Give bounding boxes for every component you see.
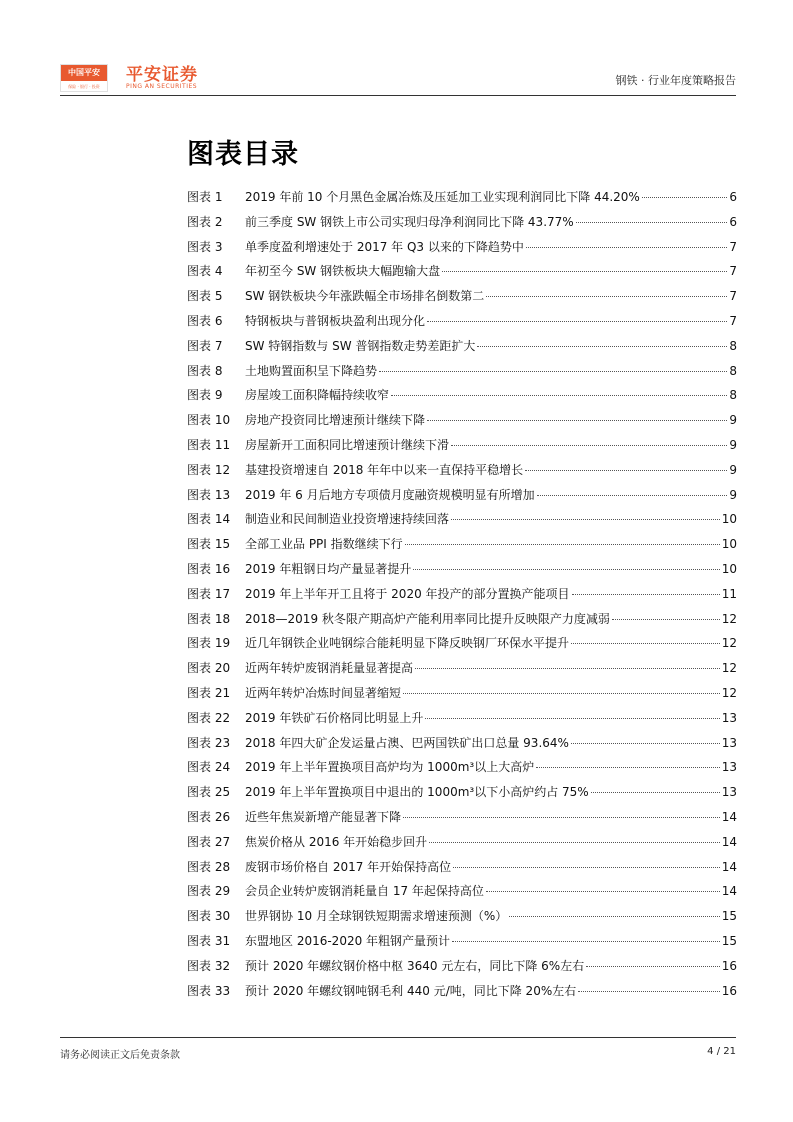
toc-entry[interactable] <box>187 982 737 1007</box>
toc-entry-label: 图表 6 <box>187 313 223 328</box>
toc-entry-leader <box>452 941 720 942</box>
toc-entry-page: 13 <box>721 710 737 725</box>
toc-entry-page: 9 <box>729 413 737 428</box>
toc-entry[interactable] <box>187 312 737 337</box>
toc-entry-page: 12 <box>721 611 737 626</box>
toc-entry-page: 9 <box>729 462 737 477</box>
toc-entry-page: 12 <box>721 685 737 700</box>
toc-entry-label: 图表 30 <box>187 909 231 924</box>
toc-entry-title[interactable]: 房地产投资同比增速预计继续下降 <box>245 413 426 428</box>
toc-entry[interactable] <box>187 957 737 982</box>
toc-entry-page: 10 <box>721 561 737 576</box>
toc-entry-leader <box>509 916 719 917</box>
figure-table-of-contents <box>187 188 737 1006</box>
logo-subtext: 保险 · 银行 · 投资 <box>68 84 100 89</box>
toc-entry[interactable] <box>187 585 737 610</box>
toc-entry-page: 9 <box>729 487 737 502</box>
toc-entry[interactable] <box>187 262 737 287</box>
toc-entry-page: 13 <box>721 785 737 800</box>
toc-entry-leader <box>405 544 720 545</box>
toc-entry-title[interactable]: 制造业和民间制造业投资增速持续回落 <box>245 512 450 527</box>
toc-entry-label: 图表 18 <box>187 611 231 626</box>
toc-entry-leader <box>477 346 727 347</box>
toc-entry-label: 图表 32 <box>187 958 231 973</box>
brand-name: 平安证券 <box>126 65 198 85</box>
toc-entry-title[interactable]: 2019 年上半年开工且将于 2020 年投产的部分置换产能项目 <box>245 586 570 601</box>
document-title: 钢铁 · 行业年度策略报告 <box>615 74 736 87</box>
toc-entry-title[interactable]: 年初至今 SW 钢铁板块大幅跑输大盘 <box>245 264 441 279</box>
toc-entry-page: 8 <box>729 363 737 378</box>
toc-entry-leader <box>525 470 727 471</box>
toc-entry[interactable] <box>187 461 737 486</box>
toc-entry-leader <box>571 643 720 644</box>
toc-entry-label: 图表 12 <box>187 462 231 477</box>
toc-entry-label: 图表 7 <box>187 338 223 353</box>
toc-entry-leader <box>403 817 720 818</box>
toc-entry-title[interactable]: 2019 年粗钢日均产量显著提升 <box>245 561 412 576</box>
toc-entry-page: 14 <box>721 884 737 899</box>
toc-entry[interactable] <box>187 808 737 833</box>
toc-entry-page: 10 <box>721 512 737 527</box>
toc-entry-label: 图表 29 <box>187 884 231 899</box>
toc-entry-page: 7 <box>729 264 737 279</box>
toc-entry[interactable] <box>187 560 737 585</box>
toc-entry[interactable] <box>187 932 737 957</box>
toc-entry-leader <box>425 718 719 719</box>
toc-entry-title[interactable]: 基建投资增速自 2018 年年中以来一直保持平稳增长 <box>245 462 524 477</box>
toc-entry-page: 8 <box>729 338 737 353</box>
toc-entry-label: 图表 5 <box>187 289 223 304</box>
toc-entry-page: 13 <box>721 760 737 775</box>
toc-entry-title[interactable]: 2018—2019 秋冬限产期高炉产能利用率同比提升反映限产力度减弱 <box>245 611 610 626</box>
toc-entry-title[interactable]: 近些年焦炭新增产能显著下降 <box>245 809 402 824</box>
toc-entry-title[interactable]: 近两年转炉废钢消耗量显著提高 <box>245 661 414 676</box>
footer-divider <box>60 1037 736 1038</box>
toc-entry-label: 图表 27 <box>187 834 231 849</box>
toc-entry-page: 11 <box>721 586 737 601</box>
toc-entry-leader <box>526 247 727 248</box>
page-number: 4 / 21 <box>707 1046 736 1057</box>
toc-entry-label: 图表 33 <box>187 983 231 998</box>
toc-entry-title[interactable]: 近几年钢铁企业吨钢综合能耗明显下降反映钢厂环保水平提升 <box>245 636 570 651</box>
toc-entry-leader <box>486 891 720 892</box>
toc-entry-title[interactable]: 预计 2020 年螺纹钢吨钢毛利 440 元/吨，同比下降 20%左右 <box>245 983 577 998</box>
toc-entry[interactable] <box>187 337 737 362</box>
toc-entry-leader <box>442 271 727 272</box>
toc-entry-title[interactable]: 土地购置面积呈下降趋势 <box>245 363 378 378</box>
toc-entry[interactable] <box>187 213 737 238</box>
toc-entry[interactable] <box>187 510 737 535</box>
toc-entry-label: 图表 17 <box>187 586 231 601</box>
toc-entry-title[interactable]: 预计 2020 年螺纹钢价格中枢 3640 元左右，同比下降 6%左右 <box>245 958 585 973</box>
toc-entry-leader <box>427 321 727 322</box>
toc-entry-label: 图表 23 <box>187 735 231 750</box>
toc-entry-leader <box>586 966 720 967</box>
toc-entry[interactable] <box>187 907 737 932</box>
toc-entry-page: 15 <box>721 909 737 924</box>
toc-entry-title[interactable]: 废钢市场价格自 2017 年开始保持高位 <box>245 859 452 874</box>
toc-entry-leader <box>415 668 720 669</box>
toc-entry[interactable] <box>187 362 737 387</box>
toc-entry-label: 图表 2 <box>187 214 223 229</box>
toc-entry-page: 14 <box>721 809 737 824</box>
toc-entry[interactable] <box>187 188 737 213</box>
toc-entry-page: 7 <box>729 239 737 254</box>
toc-entry-page: 14 <box>721 834 737 849</box>
toc-entry-title[interactable]: 近两年转炉冶炼时间显著缩短 <box>245 685 402 700</box>
toc-entry[interactable] <box>187 287 737 312</box>
toc-entry-title[interactable]: SW 钢铁板块今年涨跌幅全市场排名倒数第二 <box>245 289 485 304</box>
toc-entry-leader <box>537 495 728 496</box>
toc-entry-label: 图表 11 <box>187 437 231 452</box>
toc-entry-label: 图表 16 <box>187 561 231 576</box>
toc-entry[interactable] <box>187 783 737 808</box>
toc-entry-label: 图表 8 <box>187 363 223 378</box>
toc-entry-leader <box>486 296 727 297</box>
toc-entry[interactable] <box>187 634 737 659</box>
toc-entry-title[interactable]: 2018 年四大矿企发运量占澳、巴两国铁矿出口总量 93.64% <box>245 735 569 750</box>
toc-entry-title[interactable]: 2019 年铁矿石价格同比明显上升 <box>245 710 424 725</box>
toc-entry-leader <box>576 222 728 223</box>
toc-entry[interactable] <box>187 833 737 858</box>
toc-entry-leader <box>571 743 720 744</box>
toc-entry-page: 16 <box>721 958 737 973</box>
toc-entry-label: 图表 1 <box>187 190 223 204</box>
toc-entry-label: 图表 24 <box>187 760 231 775</box>
toc-entry-label: 图表 10 <box>187 413 231 428</box>
footer-disclaimer: 请务必阅读正文后免责条款 <box>60 1050 180 1061</box>
page-header <box>60 58 736 94</box>
toc-entry-page: 14 <box>721 859 737 874</box>
toc-entry-leader <box>572 594 720 595</box>
toc-entry-title[interactable]: 前三季度 SW 钢铁上市公司实现归母净利润同比下降 43.77% <box>245 214 574 229</box>
toc-entry-leader <box>451 519 720 520</box>
toc-entry-page: 12 <box>721 636 737 651</box>
toc-entry-title[interactable]: 房屋竣工面积降幅持续收窄 <box>245 388 390 403</box>
toc-entry-page: 8 <box>729 388 737 403</box>
toc-entry-leader <box>403 693 720 694</box>
toc-entry-label: 图表 3 <box>187 239 223 254</box>
toc-entry-leader <box>429 842 720 843</box>
toc-entry-label: 图表 9 <box>187 388 223 403</box>
toc-entry[interactable] <box>187 684 737 709</box>
toc-entry[interactable] <box>187 709 737 734</box>
toc-entry-title[interactable]: 2019 年上半年置换项目中退出的 1000m³以下小高炉约占 75% <box>245 785 589 800</box>
toc-entry-label: 图表 25 <box>187 785 231 800</box>
toc-entry-page: 6 <box>729 214 737 229</box>
toc-entry-label: 图表 22 <box>187 710 231 725</box>
toc-entry-leader <box>391 395 727 396</box>
toc-entry-label: 图表 28 <box>187 859 231 874</box>
toc-entry-page: 9 <box>729 437 737 452</box>
toc-entry-page: 10 <box>721 537 737 552</box>
toc-entry-leader <box>642 197 728 198</box>
toc-entry-page: 7 <box>729 313 737 328</box>
toc-entry-title[interactable]: 全部工业品 PPI 指数继续下行 <box>245 537 403 552</box>
toc-entry-leader <box>612 619 720 620</box>
toc-entry-title[interactable]: 单季度盈利增速处于 2017 年 Q3 以来的下降趋势中 <box>245 239 524 254</box>
toc-entry-page: 13 <box>721 735 737 750</box>
toc-entry-leader <box>427 420 727 421</box>
toc-entry-leader <box>453 867 720 868</box>
toc-entry[interactable] <box>187 858 737 883</box>
toc-entry-page: 6 <box>729 190 737 204</box>
toc-entry[interactable] <box>187 659 737 684</box>
toc-entry[interactable] <box>187 758 737 783</box>
toc-entry-page: 7 <box>729 289 737 304</box>
toc-entry-title[interactable]: SW 特钢指数与 SW 普钢指数走势差距扩大 <box>245 338 476 353</box>
ping-an-logo <box>60 64 108 92</box>
toc-entry-leader <box>413 569 719 570</box>
toc-entry-label: 图表 21 <box>187 685 231 700</box>
toc-entry-label: 图表 20 <box>187 661 231 676</box>
toc-entry-title[interactable]: 焦炭价格从 2016 年开始稳步回升 <box>245 834 428 849</box>
toc-entry-leader <box>379 371 727 372</box>
toc-entry[interactable] <box>187 610 737 635</box>
toc-entry-page: 15 <box>721 933 737 948</box>
toc-entry[interactable] <box>187 411 737 436</box>
toc-entry-leader <box>451 445 727 446</box>
toc-entry[interactable] <box>187 486 737 511</box>
toc-entry-leader <box>578 991 719 992</box>
toc-entry-title[interactable]: 特钢板块与普钢板块盈利出现分化 <box>245 313 426 328</box>
toc-entry-title[interactable]: 2019 年 6 月后地方专项债月度融资规模明显有所增加 <box>245 487 535 502</box>
toc-entry-page: 16 <box>721 983 737 998</box>
header-divider <box>60 95 736 96</box>
toc-entry-page: 12 <box>721 661 737 676</box>
brand-name-english: PING AN SECURITIES <box>126 83 198 90</box>
toc-entry[interactable] <box>187 734 737 759</box>
toc-entry[interactable] <box>187 238 737 263</box>
toc-entry-title[interactable]: 会员企业转炉废钢消耗量自 17 年起保持高位 <box>245 884 484 899</box>
toc-entry-title[interactable]: 2019 年上半年置换项目高炉均为 1000m³以上大高炉 <box>245 760 535 775</box>
toc-entry-label: 图表 15 <box>187 537 231 552</box>
toc-entry[interactable] <box>187 436 737 461</box>
toc-entry-label: 图表 4 <box>187 264 223 279</box>
toc-entry-title[interactable]: 2019 年前 10 个月黑色金属冶炼及压延加工业实现利润同比下降 44.20% <box>245 190 640 204</box>
toc-heading: 图表目录 <box>187 139 299 170</box>
toc-entry[interactable] <box>187 882 737 907</box>
toc-entry-label: 图表 19 <box>187 636 231 651</box>
toc-entry-leader <box>591 792 720 793</box>
toc-entry-title[interactable]: 房屋新开工面积同比增速预计继续下滑 <box>245 437 450 452</box>
toc-entry-label: 图表 26 <box>187 809 231 824</box>
toc-entry[interactable] <box>187 386 737 411</box>
toc-entry-label: 图表 31 <box>187 933 231 948</box>
logo-text: 中国平安 <box>61 65 107 81</box>
toc-entry[interactable] <box>187 535 737 560</box>
toc-entry-title[interactable]: 东盟地区 2016-2020 年粗钢产量预计 <box>245 933 451 948</box>
toc-entry-title[interactable]: 世界钢协 10 月全球钢铁短期需求增速预测（%） <box>245 909 508 924</box>
toc-entry-label: 图表 13 <box>187 487 231 502</box>
toc-entry-leader <box>536 767 720 768</box>
toc-entry-label: 图表 14 <box>187 512 231 527</box>
